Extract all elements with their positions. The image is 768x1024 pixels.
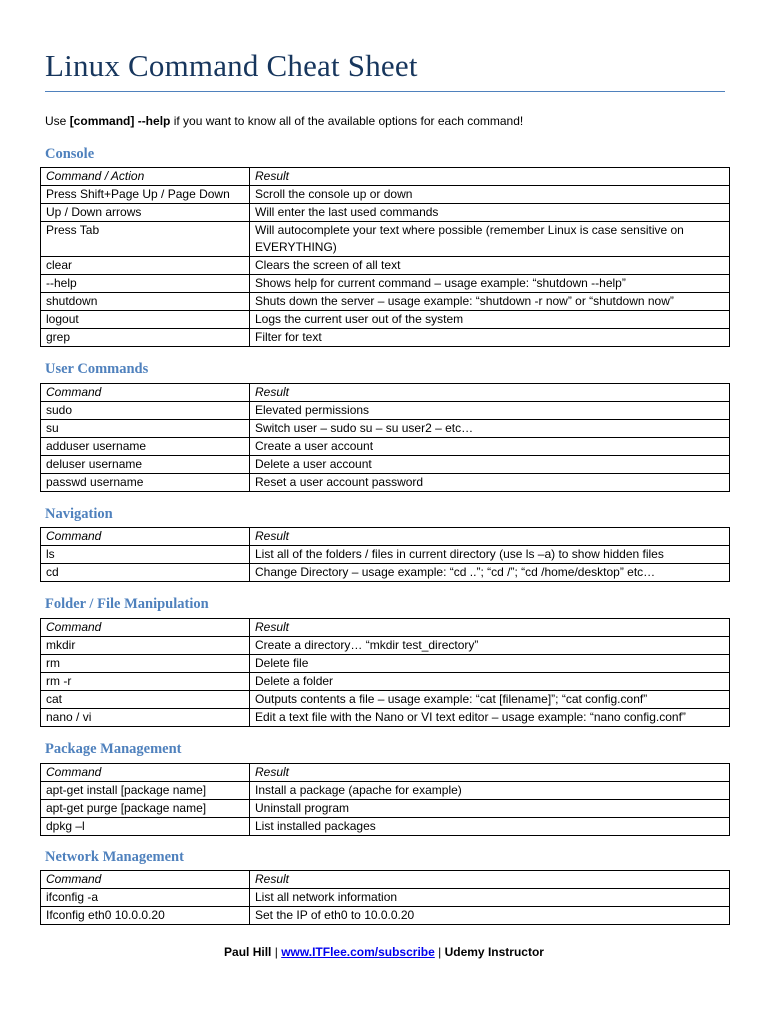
result-cell: Outputs contents a file – usage example: “cat [filename]”; “cat config.conf” — [250, 691, 730, 709]
table-row — [41, 637, 730, 655]
table-navigation — [40, 527, 730, 582]
table-header-row — [41, 764, 730, 782]
table-row — [41, 907, 730, 925]
table-row — [41, 456, 730, 474]
table-row — [41, 257, 730, 275]
column-header: Command — [41, 871, 250, 889]
table-row — [41, 420, 730, 438]
column-header: Result — [250, 528, 730, 546]
table-row — [41, 691, 730, 709]
result-cell: Change Directory – usage example: “cd ..”; “cd /”; “cd /home/desktop” etc… — [250, 564, 730, 582]
table-row — [41, 818, 730, 836]
table-row — [41, 800, 730, 818]
command-cell: --help — [41, 275, 250, 293]
table-header-row — [41, 384, 730, 402]
column-header: Command — [41, 528, 250, 546]
table-row — [41, 546, 730, 564]
column-header: Command — [41, 619, 250, 637]
command-cell: deluser username — [41, 456, 250, 474]
column-header: Command — [41, 384, 250, 402]
result-cell: Set the IP of eth0 to 10.0.0.20 — [250, 907, 730, 925]
result-cell: Install a package (apache for example) — [250, 782, 730, 800]
table-header-row — [41, 528, 730, 546]
column-header: Result — [250, 619, 730, 637]
command-cell: apt-get purge [package name] — [41, 800, 250, 818]
table-row — [41, 329, 730, 347]
author-name: Paul Hill — [224, 945, 272, 959]
result-cell: Switch user – sudo su – su user2 – etc… — [250, 420, 730, 438]
result-cell: Create a directory… “mkdir test_directory” — [250, 637, 730, 655]
table-row — [41, 564, 730, 582]
column-header: Command — [41, 764, 250, 782]
command-cell: Ifconfig eth0 10.0.0.20 — [41, 907, 250, 925]
column-header: Result — [250, 871, 730, 889]
intro-text — [45, 114, 523, 128]
result-cell: Uninstall program — [250, 800, 730, 818]
command-cell: cd — [41, 564, 250, 582]
table-row — [41, 474, 730, 492]
page-footer — [0, 945, 768, 959]
table-row — [41, 438, 730, 456]
column-header: Result — [250, 168, 730, 186]
table-user-commands — [40, 383, 730, 492]
column-header: Command / Action — [41, 168, 250, 186]
section-heading-navigation: Navigation — [45, 506, 113, 522]
footer-separator: | — [271, 945, 282, 959]
table-row — [41, 655, 730, 673]
column-header: Result — [250, 384, 730, 402]
subscribe-link[interactable]: www.ITFlee.com/subscribe — [281, 945, 435, 959]
table-header-row — [41, 168, 730, 186]
intro-pre: Use — [45, 114, 70, 128]
table-row — [41, 402, 730, 420]
result-cell: Shuts down the server – usage example: “shutdown -r now” or “shutdown now” — [250, 293, 730, 311]
command-cell: logout — [41, 311, 250, 329]
command-cell: mkdir — [41, 637, 250, 655]
command-cell: passwd username — [41, 474, 250, 492]
result-cell: Clears the screen of all text — [250, 257, 730, 275]
command-cell: ls — [41, 546, 250, 564]
result-cell: Scroll the console up or down — [250, 186, 730, 204]
command-cell: Press Tab — [41, 222, 250, 257]
result-cell: Edit a text file with the Nano or VI text editor – usage example: “nano config.conf” — [250, 709, 730, 727]
table-row — [41, 709, 730, 727]
command-cell: rm — [41, 655, 250, 673]
table-row — [41, 889, 730, 907]
table-header-row — [41, 871, 730, 889]
title-divider — [45, 91, 725, 92]
command-cell: shutdown — [41, 293, 250, 311]
result-cell: Will enter the last used commands — [250, 204, 730, 222]
result-cell: Create a user account — [250, 438, 730, 456]
result-cell: List all network information — [250, 889, 730, 907]
section-heading-network-management: Network Management — [45, 849, 184, 865]
command-cell: clear — [41, 257, 250, 275]
result-cell: Shows help for current command – usage example: “shutdown --help” — [250, 275, 730, 293]
table-network-management — [40, 870, 730, 925]
table-package-management — [40, 763, 730, 836]
result-cell: Will autocomplete your text where possible (remember Linux is case sensitive on EVERYTHING) — [250, 222, 730, 257]
command-cell: ifconfig -a — [41, 889, 250, 907]
result-cell: Reset a user account password — [250, 474, 730, 492]
result-cell: Logs the current user out of the system — [250, 311, 730, 329]
table-header-row — [41, 619, 730, 637]
command-cell: nano / vi — [41, 709, 250, 727]
table-row — [41, 782, 730, 800]
result-cell: List all of the folders / files in current directory (use ls –a) to show hidden files — [250, 546, 730, 564]
command-cell: dpkg –l — [41, 818, 250, 836]
result-cell: Elevated permissions — [250, 402, 730, 420]
section-heading-package-management: Package Management — [45, 741, 182, 757]
page-title: Linux Command Cheat Sheet — [45, 48, 418, 83]
command-cell: cat — [41, 691, 250, 709]
section-heading-console: Console — [45, 146, 95, 162]
column-header: Result — [250, 764, 730, 782]
result-cell: Filter for text — [250, 329, 730, 347]
table-row — [41, 311, 730, 329]
command-cell: apt-get install [package name] — [41, 782, 250, 800]
table-row — [41, 673, 730, 691]
result-cell: Delete file — [250, 655, 730, 673]
intro-command: [command] --help — [69, 114, 171, 128]
result-cell: List installed packages — [250, 818, 730, 836]
command-cell: rm -r — [41, 673, 250, 691]
table-row — [41, 293, 730, 311]
result-cell: Delete a folder — [250, 673, 730, 691]
command-cell: Up / Down arrows — [41, 204, 250, 222]
command-cell: Press Shift+Page Up / Page Down — [41, 186, 250, 204]
table-console — [40, 167, 730, 347]
result-cell: Delete a user account — [250, 456, 730, 474]
author-role: Udemy Instructor — [444, 945, 544, 959]
command-cell: grep — [41, 329, 250, 347]
table-file-manipulation — [40, 618, 730, 727]
intro-post: if you want to know all of the available options for each command! — [170, 114, 524, 128]
table-row — [41, 275, 730, 293]
section-heading-user-commands: User Commands — [45, 361, 149, 377]
table-row — [41, 222, 730, 257]
table-row — [41, 186, 730, 204]
command-cell: adduser username — [41, 438, 250, 456]
command-cell: su — [41, 420, 250, 438]
footer-separator: | — [434, 945, 445, 959]
section-heading-file-manipulation: Folder / File Manipulation — [45, 596, 209, 612]
table-row — [41, 204, 730, 222]
command-cell: sudo — [41, 402, 250, 420]
